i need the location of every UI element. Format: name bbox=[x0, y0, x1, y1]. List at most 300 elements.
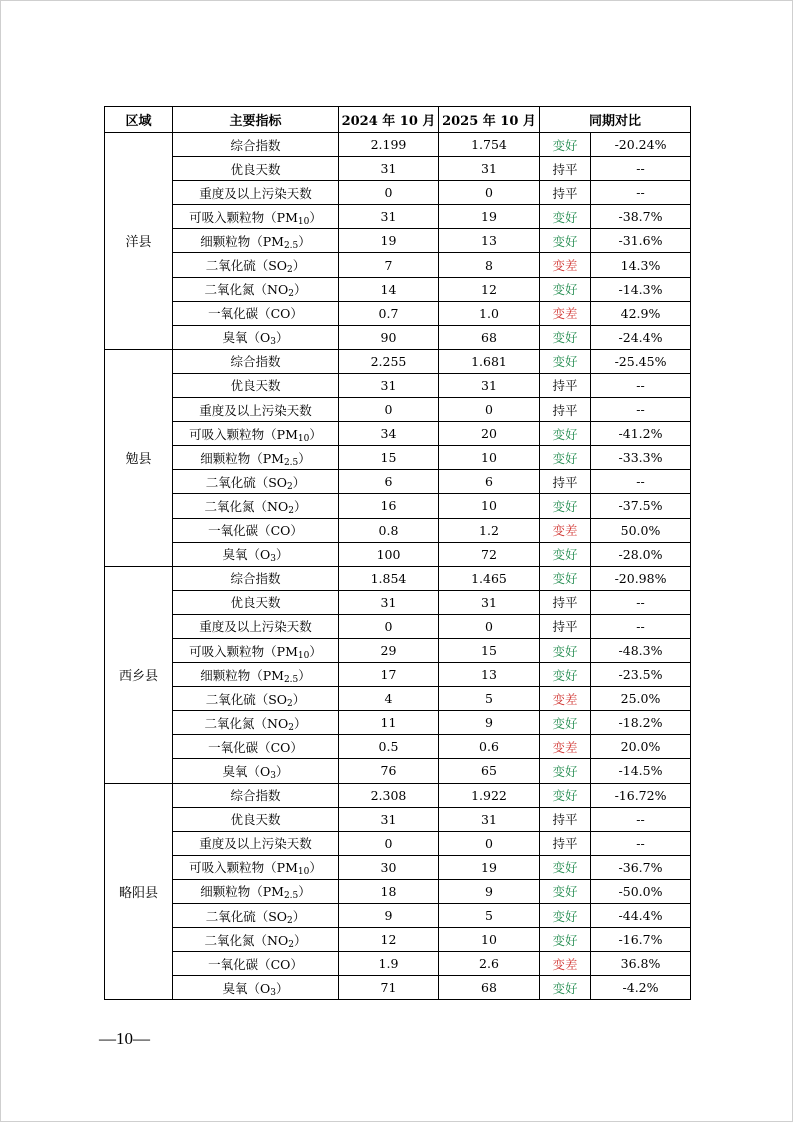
table-row bbox=[105, 687, 691, 711]
value-2024-cell: 0 bbox=[339, 614, 439, 638]
indicator-label: 二氧化硫（SO bbox=[205, 908, 288, 924]
table-row bbox=[105, 470, 691, 494]
change-cell: 50.0% bbox=[591, 518, 691, 542]
table-row bbox=[105, 566, 691, 590]
indicator-cell bbox=[173, 976, 339, 1000]
value-2024-cell: 0 bbox=[339, 181, 439, 205]
table-row bbox=[105, 446, 691, 470]
trend-cell: 变好 bbox=[540, 904, 591, 928]
change-cell: -18.2% bbox=[591, 711, 691, 735]
indicator-suffix: ） bbox=[309, 209, 322, 225]
indicator-label: 一氧化碳（CO） bbox=[208, 739, 303, 755]
indicator-cell bbox=[173, 253, 339, 277]
indicator-subscript: 2.5 bbox=[283, 457, 299, 468]
trend-cell: 持平 bbox=[540, 590, 591, 614]
table-row bbox=[105, 373, 691, 397]
indicator-subscript: 2 bbox=[287, 915, 293, 926]
value-2024-cell: 90 bbox=[339, 325, 439, 349]
indicator-suffix: ） bbox=[275, 980, 289, 996]
trend-cell: 变好 bbox=[540, 542, 591, 566]
change-cell: -20.24% bbox=[591, 133, 691, 157]
change-cell: -- bbox=[591, 398, 691, 422]
value-2025-cell: 31 bbox=[439, 373, 540, 397]
header-region: 区域 bbox=[105, 107, 173, 133]
indicator-suffix: ） bbox=[293, 498, 307, 514]
indicator-subscript: 2.5 bbox=[283, 674, 299, 685]
value-2025-cell: 0 bbox=[439, 398, 540, 422]
indicator-suffix: ） bbox=[275, 763, 289, 779]
indicator-label: 重度及以上污染天数 bbox=[199, 402, 312, 418]
indicator-suffix: ） bbox=[309, 860, 322, 876]
indicator-subscript: 10 bbox=[297, 867, 310, 878]
value-2024-cell: 31 bbox=[339, 590, 439, 614]
indicator-suffix: ） bbox=[298, 884, 311, 900]
indicator-subscript: 2.5 bbox=[283, 240, 299, 251]
header-2025: 2025 年 10 月 bbox=[439, 107, 540, 133]
value-2024-cell: 12 bbox=[339, 928, 439, 952]
indicator-label: 重度及以上污染天数 bbox=[199, 185, 312, 201]
value-2024-cell: 1.9 bbox=[339, 952, 439, 976]
indicator-suffix: ） bbox=[293, 932, 307, 948]
trend-cell: 持平 bbox=[540, 831, 591, 855]
indicator-label: 二氧化硫（SO bbox=[205, 691, 288, 707]
value-2024-cell: 18 bbox=[339, 879, 439, 903]
indicator-cell bbox=[173, 879, 339, 903]
change-cell: -31.6% bbox=[591, 229, 691, 253]
indicator-cell bbox=[173, 398, 339, 422]
change-cell: -16.72% bbox=[591, 783, 691, 807]
value-2025-cell: 12 bbox=[439, 277, 540, 301]
indicator-cell bbox=[173, 638, 339, 662]
change-cell: -37.5% bbox=[591, 494, 691, 518]
value-2025-cell: 10 bbox=[439, 446, 540, 470]
indicator-subscript: 3 bbox=[270, 337, 276, 348]
value-2025-cell: 9 bbox=[439, 879, 540, 903]
table-body bbox=[105, 133, 691, 1000]
indicator-cell bbox=[173, 181, 339, 205]
change-cell: -38.7% bbox=[591, 205, 691, 229]
change-cell: -- bbox=[591, 831, 691, 855]
indicator-cell bbox=[173, 542, 339, 566]
indicator-suffix: ） bbox=[298, 667, 311, 683]
value-2025-cell: 65 bbox=[439, 759, 540, 783]
value-2024-cell: 0.7 bbox=[339, 301, 439, 325]
indicator-label: 可吸入颗粒物（PM bbox=[189, 209, 298, 225]
value-2025-cell: 9 bbox=[439, 711, 540, 735]
indicator-label: 二氧化氮（NO bbox=[204, 498, 289, 514]
value-2025-cell: 1.922 bbox=[439, 783, 540, 807]
indicator-subscript: 2 bbox=[288, 289, 294, 300]
indicator-suffix: ） bbox=[292, 691, 306, 707]
change-cell: -33.3% bbox=[591, 446, 691, 470]
indicator-cell bbox=[173, 470, 339, 494]
table-row bbox=[105, 638, 691, 662]
change-cell: -- bbox=[591, 807, 691, 831]
table-row bbox=[105, 831, 691, 855]
value-2024-cell: 0.5 bbox=[339, 735, 439, 759]
region-cell: 勉县 bbox=[105, 349, 173, 566]
change-cell: -16.7% bbox=[591, 928, 691, 952]
trend-cell: 持平 bbox=[540, 398, 591, 422]
trend-cell: 变好 bbox=[540, 205, 591, 229]
value-2024-cell: 19 bbox=[339, 229, 439, 253]
table-row bbox=[105, 976, 691, 1000]
change-cell: -- bbox=[591, 590, 691, 614]
table-row bbox=[105, 928, 691, 952]
trend-cell: 变好 bbox=[540, 638, 591, 662]
indicator-subscript: 2.5 bbox=[283, 891, 299, 902]
indicator-subscript: 10 bbox=[297, 433, 310, 444]
indicator-label: 臭氧（O bbox=[222, 547, 271, 563]
indicator-label: 可吸入颗粒物（PM bbox=[189, 860, 298, 876]
trend-cell: 变差 bbox=[540, 735, 591, 759]
table-row bbox=[105, 879, 691, 903]
table-row bbox=[105, 398, 691, 422]
change-cell: -25.45% bbox=[591, 349, 691, 373]
table-row bbox=[105, 422, 691, 446]
change-cell: -- bbox=[591, 181, 691, 205]
trend-cell: 变好 bbox=[540, 928, 591, 952]
table-row bbox=[105, 518, 691, 542]
table-row bbox=[105, 952, 691, 976]
table-row bbox=[105, 349, 691, 373]
value-2025-cell: 31 bbox=[439, 157, 540, 181]
indicator-cell bbox=[173, 518, 339, 542]
indicator-label: 一氧化碳（CO） bbox=[208, 956, 303, 972]
table-row bbox=[105, 205, 691, 229]
indicator-cell bbox=[173, 904, 339, 928]
value-2025-cell: 19 bbox=[439, 855, 540, 879]
value-2024-cell: 31 bbox=[339, 157, 439, 181]
indicator-cell bbox=[173, 373, 339, 397]
trend-cell: 变好 bbox=[540, 133, 591, 157]
indicator-label: 臭氧（O bbox=[222, 330, 271, 346]
indicator-subscript: 2 bbox=[288, 939, 294, 950]
value-2025-cell: 1.681 bbox=[439, 349, 540, 373]
indicator-cell bbox=[173, 687, 339, 711]
value-2025-cell: 13 bbox=[439, 229, 540, 253]
trend-cell: 变差 bbox=[540, 301, 591, 325]
value-2025-cell: 0 bbox=[439, 181, 540, 205]
value-2024-cell: 7 bbox=[339, 253, 439, 277]
indicator-cell bbox=[173, 349, 339, 373]
indicator-label: 细颗粒物（PM bbox=[200, 667, 284, 683]
trend-cell: 变好 bbox=[540, 422, 591, 446]
header-compare: 同期对比 bbox=[540, 107, 691, 133]
indicator-suffix: ） bbox=[298, 233, 311, 249]
value-2025-cell: 31 bbox=[439, 590, 540, 614]
change-cell: 25.0% bbox=[591, 687, 691, 711]
indicator-suffix: ） bbox=[293, 282, 307, 298]
value-2025-cell: 10 bbox=[439, 494, 540, 518]
indicator-label: 一氧化碳（CO） bbox=[208, 523, 303, 539]
table-row bbox=[105, 711, 691, 735]
value-2024-cell: 11 bbox=[339, 711, 439, 735]
trend-cell: 变好 bbox=[540, 229, 591, 253]
trend-cell: 变好 bbox=[540, 325, 591, 349]
value-2025-cell: 1.0 bbox=[439, 301, 540, 325]
indicator-cell bbox=[173, 711, 339, 735]
indicator-cell bbox=[173, 928, 339, 952]
indicator-suffix: ） bbox=[293, 715, 307, 731]
indicator-subscript: 2 bbox=[287, 698, 293, 709]
trend-cell: 变好 bbox=[540, 566, 591, 590]
value-2024-cell: 34 bbox=[339, 422, 439, 446]
change-cell: -- bbox=[591, 614, 691, 638]
indicator-suffix: ） bbox=[298, 450, 311, 466]
indicator-cell bbox=[173, 807, 339, 831]
indicator-cell bbox=[173, 952, 339, 976]
indicator-label: 二氧化氮（NO bbox=[204, 932, 289, 948]
value-2024-cell: 100 bbox=[339, 542, 439, 566]
indicator-label: 重度及以上污染天数 bbox=[199, 619, 312, 635]
table-row bbox=[105, 494, 691, 518]
value-2024-cell: 9 bbox=[339, 904, 439, 928]
table-row bbox=[105, 277, 691, 301]
value-2024-cell: 31 bbox=[339, 205, 439, 229]
trend-cell: 持平 bbox=[540, 470, 591, 494]
value-2024-cell: 0.8 bbox=[339, 518, 439, 542]
trend-cell: 变差 bbox=[540, 952, 591, 976]
value-2025-cell: 0 bbox=[439, 831, 540, 855]
table-row bbox=[105, 253, 691, 277]
indicator-label: 重度及以上污染天数 bbox=[199, 836, 312, 852]
value-2025-cell: 19 bbox=[439, 205, 540, 229]
value-2024-cell: 1.854 bbox=[339, 566, 439, 590]
indicator-cell bbox=[173, 663, 339, 687]
value-2024-cell: 2.199 bbox=[339, 133, 439, 157]
indicator-label: 细颗粒物（PM bbox=[200, 884, 284, 900]
indicator-subscript: 2 bbox=[287, 481, 293, 492]
indicator-cell bbox=[173, 325, 339, 349]
value-2025-cell: 68 bbox=[439, 976, 540, 1000]
header-row bbox=[105, 107, 691, 133]
value-2025-cell: 31 bbox=[439, 807, 540, 831]
table-row bbox=[105, 904, 691, 928]
indicator-subscript: 10 bbox=[297, 216, 310, 227]
indicator-cell bbox=[173, 229, 339, 253]
table-row bbox=[105, 855, 691, 879]
indicator-label: 综合指数 bbox=[230, 137, 281, 153]
value-2024-cell: 15 bbox=[339, 446, 439, 470]
value-2025-cell: 68 bbox=[439, 325, 540, 349]
indicator-label: 可吸入颗粒物（PM bbox=[189, 643, 298, 659]
indicator-label: 综合指数 bbox=[230, 354, 281, 370]
value-2024-cell: 16 bbox=[339, 494, 439, 518]
value-2025-cell: 15 bbox=[439, 638, 540, 662]
change-cell: -41.2% bbox=[591, 422, 691, 446]
table-row bbox=[105, 807, 691, 831]
value-2025-cell: 8 bbox=[439, 253, 540, 277]
indicator-label: 优良天数 bbox=[230, 812, 281, 828]
indicator-suffix: ） bbox=[309, 643, 322, 659]
value-2025-cell: 72 bbox=[439, 542, 540, 566]
trend-cell: 变好 bbox=[540, 759, 591, 783]
indicator-suffix: ） bbox=[292, 908, 306, 924]
region-cell: 略阳县 bbox=[105, 783, 173, 1000]
indicator-subscript: 3 bbox=[270, 987, 276, 998]
change-cell: -4.2% bbox=[591, 976, 691, 1000]
indicator-cell bbox=[173, 133, 339, 157]
table-row bbox=[105, 157, 691, 181]
indicator-suffix: ） bbox=[275, 547, 289, 563]
value-2024-cell: 30 bbox=[339, 855, 439, 879]
value-2025-cell: 1.465 bbox=[439, 566, 540, 590]
value-2025-cell: 5 bbox=[439, 904, 540, 928]
indicator-cell bbox=[173, 422, 339, 446]
change-cell: -14.5% bbox=[591, 759, 691, 783]
trend-cell: 变好 bbox=[540, 349, 591, 373]
trend-cell: 变好 bbox=[540, 976, 591, 1000]
indicator-suffix: ） bbox=[309, 426, 322, 442]
indicator-cell bbox=[173, 855, 339, 879]
air-quality-table bbox=[104, 106, 691, 1000]
value-2025-cell: 10 bbox=[439, 928, 540, 952]
trend-cell: 持平 bbox=[540, 373, 591, 397]
trend-cell: 变好 bbox=[540, 879, 591, 903]
indicator-label: 二氧化氮（NO bbox=[204, 715, 289, 731]
indicator-label: 综合指数 bbox=[230, 571, 281, 587]
change-cell: -28.0% bbox=[591, 542, 691, 566]
indicator-label: 二氧化硫（SO bbox=[205, 474, 288, 490]
change-cell: -- bbox=[591, 157, 691, 181]
table-row bbox=[105, 325, 691, 349]
indicator-label: 优良天数 bbox=[230, 378, 281, 394]
value-2024-cell: 14 bbox=[339, 277, 439, 301]
change-cell: -20.98% bbox=[591, 566, 691, 590]
indicator-label: 细颗粒物（PM bbox=[200, 450, 284, 466]
indicator-cell bbox=[173, 205, 339, 229]
change-cell: -14.3% bbox=[591, 277, 691, 301]
trend-cell: 持平 bbox=[540, 181, 591, 205]
table-row bbox=[105, 663, 691, 687]
change-cell: -23.5% bbox=[591, 663, 691, 687]
table-header bbox=[105, 107, 691, 133]
indicator-label: 优良天数 bbox=[230, 161, 281, 177]
indicator-cell bbox=[173, 446, 339, 470]
change-cell: 42.9% bbox=[591, 301, 691, 325]
indicator-suffix: ） bbox=[292, 258, 306, 274]
value-2024-cell: 71 bbox=[339, 976, 439, 1000]
change-cell: 14.3% bbox=[591, 253, 691, 277]
table-row bbox=[105, 614, 691, 638]
trend-cell: 变差 bbox=[540, 687, 591, 711]
indicator-label: 综合指数 bbox=[230, 788, 281, 804]
change-cell: 20.0% bbox=[591, 735, 691, 759]
value-2024-cell: 29 bbox=[339, 638, 439, 662]
table-row bbox=[105, 301, 691, 325]
trend-cell: 持平 bbox=[540, 807, 591, 831]
indicator-cell bbox=[173, 759, 339, 783]
indicator-cell bbox=[173, 301, 339, 325]
value-2024-cell: 31 bbox=[339, 373, 439, 397]
value-2024-cell: 6 bbox=[339, 470, 439, 494]
value-2025-cell: 20 bbox=[439, 422, 540, 446]
indicator-suffix: ） bbox=[292, 474, 306, 490]
value-2024-cell: 2.308 bbox=[339, 783, 439, 807]
value-2024-cell: 17 bbox=[339, 663, 439, 687]
trend-cell: 持平 bbox=[540, 157, 591, 181]
trend-cell: 变好 bbox=[540, 494, 591, 518]
trend-cell: 变好 bbox=[540, 783, 591, 807]
change-cell: -48.3% bbox=[591, 638, 691, 662]
indicator-cell bbox=[173, 783, 339, 807]
indicator-subscript: 2 bbox=[288, 505, 294, 516]
value-2025-cell: 13 bbox=[439, 663, 540, 687]
indicator-cell bbox=[173, 590, 339, 614]
value-2025-cell: 1.2 bbox=[439, 518, 540, 542]
change-cell: -36.7% bbox=[591, 855, 691, 879]
value-2024-cell: 76 bbox=[339, 759, 439, 783]
indicator-label: 二氧化氮（NO bbox=[204, 282, 289, 298]
change-cell: -- bbox=[591, 470, 691, 494]
indicator-label: 臭氧（O bbox=[222, 980, 271, 996]
indicator-cell bbox=[173, 614, 339, 638]
table-row bbox=[105, 735, 691, 759]
indicator-label: 优良天数 bbox=[230, 595, 281, 611]
indicator-suffix: ） bbox=[275, 330, 289, 346]
indicator-cell bbox=[173, 831, 339, 855]
trend-cell: 变差 bbox=[540, 253, 591, 277]
table-row bbox=[105, 783, 691, 807]
page-number: —10— bbox=[99, 1029, 150, 1048]
table-row bbox=[105, 229, 691, 253]
change-cell: -24.4% bbox=[591, 325, 691, 349]
trend-cell: 变好 bbox=[540, 446, 591, 470]
value-2025-cell: 0 bbox=[439, 614, 540, 638]
change-cell: -44.4% bbox=[591, 904, 691, 928]
trend-cell: 变好 bbox=[540, 277, 591, 301]
table-row bbox=[105, 542, 691, 566]
indicator-label: 一氧化碳（CO） bbox=[208, 306, 303, 322]
indicator-label: 细颗粒物（PM bbox=[200, 233, 284, 249]
indicator-label: 可吸入颗粒物（PM bbox=[189, 426, 298, 442]
table-row bbox=[105, 181, 691, 205]
value-2025-cell: 1.754 bbox=[439, 133, 540, 157]
trend-cell: 变好 bbox=[540, 711, 591, 735]
header-2024: 2024 年 10 月 bbox=[339, 107, 439, 133]
region-cell: 西乡县 bbox=[105, 566, 173, 783]
indicator-cell bbox=[173, 566, 339, 590]
indicator-label: 臭氧（O bbox=[222, 763, 271, 779]
table-row bbox=[105, 133, 691, 157]
table-row bbox=[105, 759, 691, 783]
indicator-cell bbox=[173, 157, 339, 181]
indicator-subscript: 10 bbox=[297, 650, 310, 661]
indicator-cell bbox=[173, 277, 339, 301]
value-2024-cell: 0 bbox=[339, 831, 439, 855]
value-2025-cell: 0.6 bbox=[439, 735, 540, 759]
trend-cell: 持平 bbox=[540, 614, 591, 638]
table-row bbox=[105, 590, 691, 614]
value-2024-cell: 0 bbox=[339, 398, 439, 422]
trend-cell: 变好 bbox=[540, 855, 591, 879]
value-2025-cell: 6 bbox=[439, 470, 540, 494]
indicator-cell bbox=[173, 494, 339, 518]
indicator-subscript: 3 bbox=[270, 554, 276, 565]
value-2025-cell: 2.6 bbox=[439, 952, 540, 976]
value-2024-cell: 2.255 bbox=[339, 349, 439, 373]
change-cell: 36.8% bbox=[591, 952, 691, 976]
change-cell: -50.0% bbox=[591, 879, 691, 903]
trend-cell: 变好 bbox=[540, 663, 591, 687]
value-2025-cell: 5 bbox=[439, 687, 540, 711]
indicator-label: 二氧化硫（SO bbox=[205, 258, 288, 274]
indicator-subscript: 2 bbox=[288, 722, 294, 733]
indicator-subscript: 3 bbox=[270, 770, 276, 781]
change-cell: -- bbox=[591, 373, 691, 397]
value-2024-cell: 31 bbox=[339, 807, 439, 831]
